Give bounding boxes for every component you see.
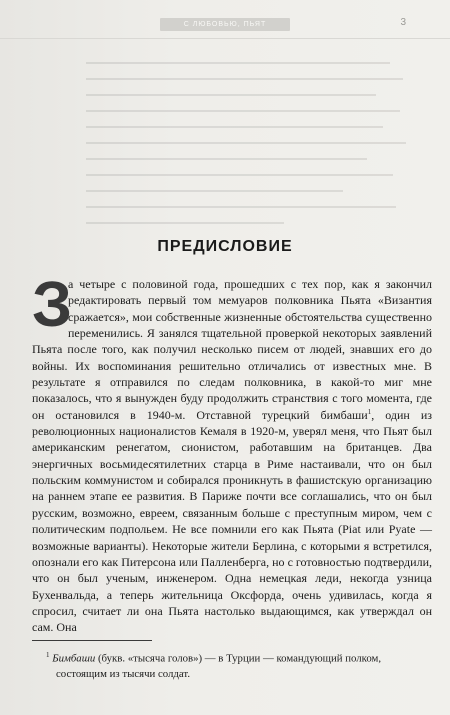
footnote-reference: 1 <box>367 407 372 416</box>
paragraph-text-part1: а четыре с половиной года, прошедших с тех пор, как я закончил редактировать первый том мемуаров полковника Пьята «Византия сражается», мои собственные жизненные обстоятельства существенно переменились. Я занялся тщательной проверкой некоторых заявлений Пьята после того, как получил несколько писем от людей, знавших его до войны. Их воспоминания решительно отличались от известных мне. В результате я отправился по следам полковника, в какой-то миг мне показалось, что я вынужден буду продолжить странствия с того момента, где он остановился в 1940-м. Отставной турецкий бимбаши <box>32 277 432 422</box>
drop-cap: З <box>32 268 73 340</box>
page-number: 3 <box>400 17 406 28</box>
running-title: С ЛЮБОВЬЮ, ПЬЯТ <box>160 18 290 31</box>
body-paragraph <box>32 268 432 636</box>
footnote-term: Бимбаши <box>52 652 96 665</box>
reverse-side-show-through <box>86 62 416 252</box>
paragraph-text-part2: , один из революционных националистов Кемаля в 1920-м, уверял меня, что Пьят был американским ренегатом, сионистом, работавшим на британцев. Два энергичных восьмидесятилетних старца в Риме настаивали, что он был польским коммунистом и собирался проникнуть в фашистскую организацию на раннем этапе ее развития. В Париже почти все соглашались, что он был русским, возможно, евреем, связанным больше с преступным миром, чем с политическим подпольем. Не все помнили его как Пьята (Piat или Pyate — возможные варианты). Некоторые жители Берлина, с которыми я встретился, опознали его как Питерсона или Палленберга, но с готовностью подтвердили, что он был ученым, инженером. Одна немецкая леди, некогда узница Бухенвальда, а теперь жительница Оксфорда, очень удивилась, когда я спросил, считает ли она Пьята настолько выдающимся, как утверждал он сам. Она <box>32 407 432 635</box>
footnote-definition: (букв. «тысяча голов») — в Турции — командующий полком, <box>95 652 382 665</box>
footnote-divider <box>32 640 152 641</box>
footnote-line-2: состоящим из тысячи солдат. <box>56 667 191 680</box>
footnote-mark: 1 <box>46 651 50 659</box>
chapter-title: ПРЕДИСЛОВИЕ <box>157 238 293 255</box>
footnote-line-1 <box>32 648 432 667</box>
footnote <box>32 648 432 682</box>
running-header <box>0 14 450 39</box>
